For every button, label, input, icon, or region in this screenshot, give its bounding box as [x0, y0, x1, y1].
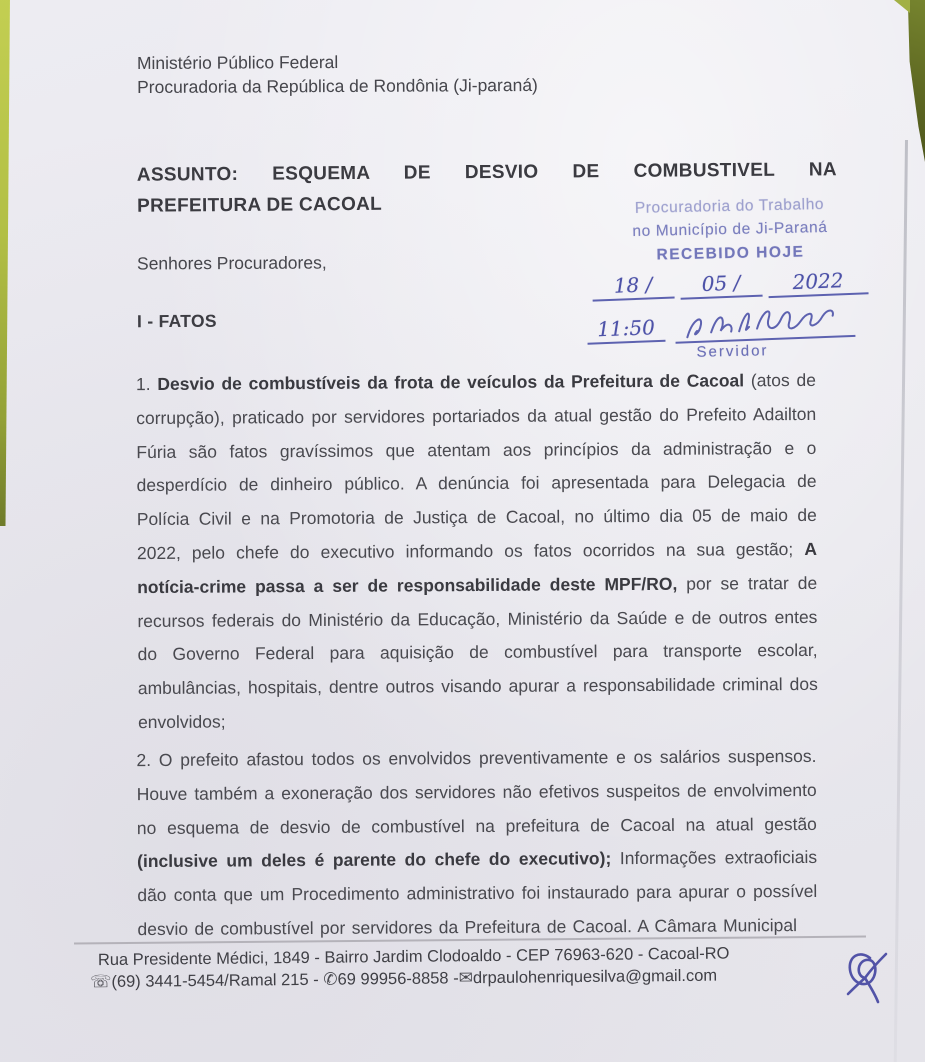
section-heading-fatos: I - FATOS: [136, 310, 217, 332]
body-paragraph-1: 1. Desvio de combustíveis da frota de veículos da Prefeitura de Cacoal (atos de corrupção), praticado por servidores portariados da atual gestão do Prefeito Adailton Fúria são fatos gravíssimos que atentam aos princípios da administração e o desperdício de dinheiro público. A denúncia foi apresentada para Delegacia de Polícia Civil e na Promotoria de Justiça de Cacoal, no último dia 05 de maio de 2022, pelo chefe do executivo informando os fatos ocorridos na sua gestão; A notícia-crime passa a ser de responsabilidade deste MPF/RO, por se tratar de recursos federais do Ministério da Educação, Ministério da Saúde e de outros entes do Governo Federal para aquisição de combustível para transporte escolar, ambulâncias, hospitais, dentre outros visando apurar a responsabilidade criminal dos envolvidos;: [135, 369, 818, 733]
background-edge-corner: [894, 0, 910, 13]
footer-contact-block: [90, 941, 890, 993]
paper-edge-shadow: [894, 140, 908, 1062]
stamp-date-year: 2022: [768, 267, 869, 298]
footer-separator1: -: [308, 970, 324, 989]
background-edge-top-right: [903, 0, 925, 162]
body-paragraph-2: 2. O prefeito afastou todos os envolvidos preventivamente e os salários suspensos. Houve também a exoneração dos servidores não efetivos suspeitos de envolvimento no esquema de desvio de combustível na prefeitura de Cacoal na atual gestão (inclusive um deles é parente do chefe do executivo); Informações extraoficiais dão conta que um Procedimento administrativo foi instaurado para apurar o possível desvio de combustível por servidores da Prefeitura de Cacoal. A Câmara Municipal: [136, 745, 818, 940]
servidor-signature-scribble: [682, 303, 843, 345]
telephone-icon: ☏: [90, 971, 112, 992]
letterhead-line1: Ministério Público Federal: [136, 51, 339, 74]
stamp-org-line1: Procuradoria do Trabalho: [634, 196, 825, 217]
received-stamp: [584, 195, 877, 363]
footer-phone2: 69 99956-8858: [337, 969, 449, 989]
stamp-date-day: 18 /: [592, 271, 675, 301]
email-envelope-icon: ✉: [458, 968, 473, 988]
stamp-time: 11:50: [587, 315, 666, 345]
footer-email: drpaulohenriquesilva@gmail.com: [472, 966, 718, 988]
handwritten-paraph-mark: [840, 948, 898, 1020]
subject-line2: PREFEITURA DE CACOAL: [137, 193, 383, 217]
servidor-signature-line: [675, 310, 856, 344]
stamp-received-label: RECEBIDO HOJE: [656, 243, 805, 264]
salutation: Senhores Procuradores,: [136, 252, 327, 274]
footer-separator2: -: [448, 969, 459, 988]
stamp-date-month: 05 /: [680, 270, 763, 300]
stamp-time-signature: [587, 311, 878, 344]
stamp-org-line2: no Município de Ji-Paraná: [632, 218, 828, 241]
footer-address: Rua Presidente Médici, 1849 - Bairro Jardim Clodoaldo - CEP 76963-620 - Cacoal-RO: [97, 944, 730, 970]
footer-phone1: (69) 3441-5454/Ramal 215: [111, 970, 309, 991]
whatsapp-phone-icon: ✆: [323, 969, 338, 989]
background-edge-left: [0, 0, 10, 526]
stamp-date: [586, 268, 877, 301]
stamp-servidor-label: Servidor: [696, 342, 769, 361]
letterhead: [137, 49, 538, 99]
letterhead-line2: Procuradoria da República de Rondônia (Ji-paraná): [137, 74, 538, 98]
subject-line1: ASSUNTO: ESQUEMA DE DESVIO DE COMBUSTIVEL NA: [136, 159, 837, 186]
